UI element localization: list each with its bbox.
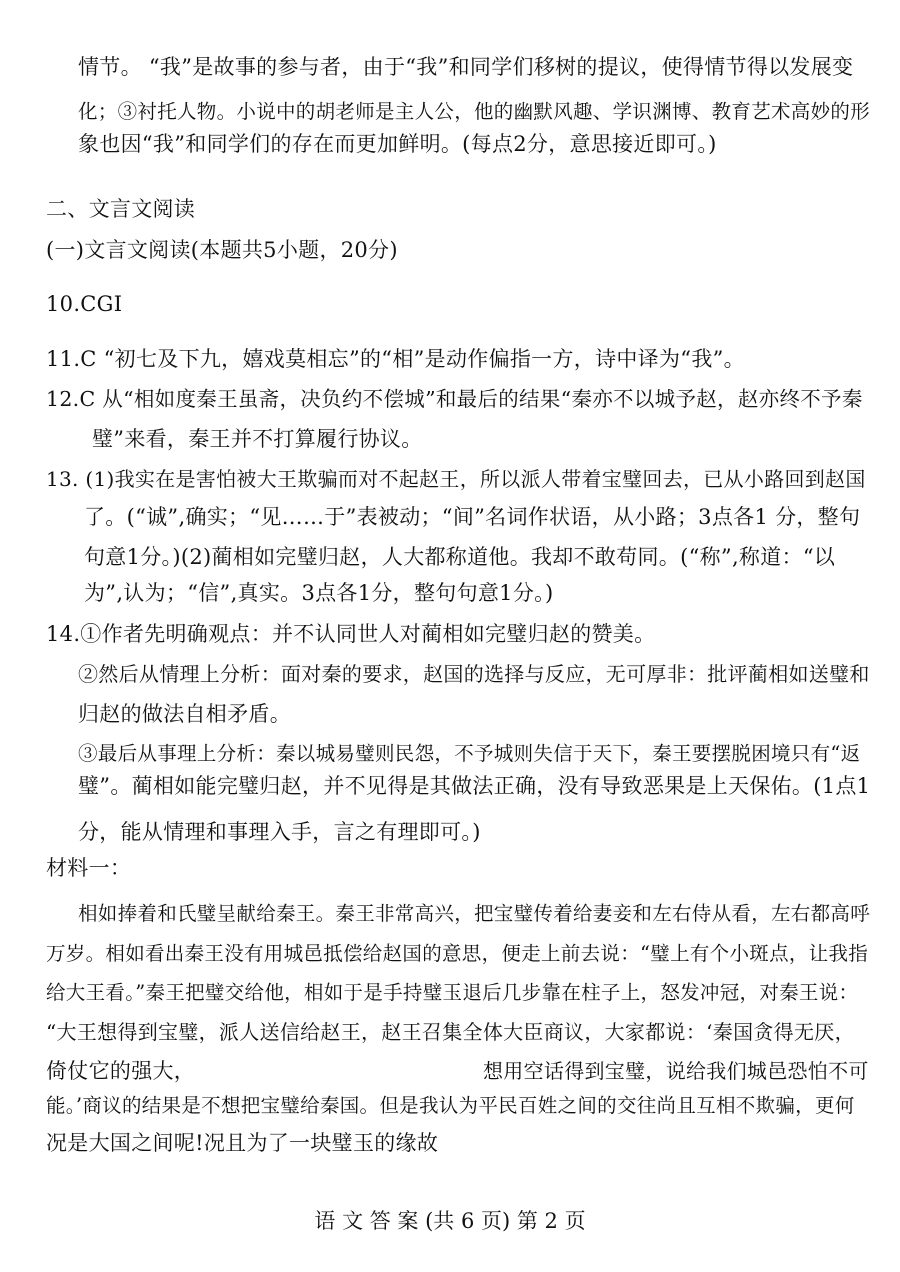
answer-11: 11.C “初七及下九，嬉戏莫相忘”的“相”是动作偏指一方，诗中译为“我”。 — [46, 347, 745, 371]
subsection-heading: (一)文言文阅读(本题共5小题，20分) — [46, 238, 398, 262]
material-line-1: 相如捧着和氏璧呈献给秦王。秦王非常高兴，把宝璧传着给妻妾和左右侍从看，左右都高呼 — [78, 902, 871, 925]
material-line-2: 万岁。相如看出秦王没有用城邑抵偿给赵国的意思，便走上前去说：“璧上有个小斑点，让我指 — [46, 942, 869, 965]
answer-14-point-3: ③最后从事理上分析：秦以城易璧则民怨，不予城则失信于天下，秦王要摆脱困境只有“返 — [78, 742, 861, 765]
material-line-7: 况是大国之间呢!况且为了一块璧玉的缘故 — [46, 1131, 439, 1155]
material-heading: 材料一： — [46, 856, 132, 880]
answer-13-cont-3: 为”,认为；“信”,真实。3点各1分，整句句意1分。) — [84, 581, 554, 605]
answer-13: 13. (1)我实在是害怕被大王欺骗而对不起赵王，所以派人带着宝璧回去，已从小路回到赵国 — [46, 467, 866, 491]
material-line-5b: 想用空话得到宝璧，说给我们城邑恐怕不可 — [483, 1059, 869, 1083]
material-line-3: 给大王看。”秦王把璧交给他，相如于是手持璧玉退后几步靠在柱子上，怒发冲冠，对秦王说： — [46, 981, 859, 1004]
answer-13-cont-1: 了。(“诚”,确实；“见……于”表被动；“间”名词作状语，从小路；3点各1 分，整句 — [84, 505, 861, 529]
answer-14-point-2: ②然后从情理上分析：面对秦的要求，赵国的选择与反应，无可厚非：批评蔺相如送璧和 — [78, 662, 870, 686]
answer-14: 14.①作者先明确观点：并不认同世人对蔺相如完璧归赵的赞美。 — [46, 622, 656, 646]
answer-14-note: 分，能从情理和事理入手，言之有理即可。) — [78, 820, 481, 844]
answer-10: 10.CGI — [46, 292, 123, 316]
material-line-5a: 倚仗它的强大， — [46, 1059, 196, 1083]
answer-12: 12.C 从“相如度秦王虽斋，决负约不偿城”和最后的结果“秦亦不以城予赵，赵亦终不予秦 — [46, 387, 863, 411]
text-line-2: 化；③衬托人物。小说中的胡老师是主人公，他的幽默风趣、学识渊博、教育艺术高妙的形 — [78, 100, 871, 123]
answer-14-point-3-cont: 璧”。蔺相如能完璧归赵，并不见得是其做法正确，没有导致恶果是上天保佑。(1点1 — [78, 774, 871, 798]
material-line-6: 能。’商议的结果是不想把宝璧给秦国。但是我认为平民百姓之间的交往尚且互相不欺骗，更何 — [46, 1094, 855, 1117]
text-line-3: 象也因“我”和同学们的存在而更加鲜明。(每点2分，意思接近即可。) — [78, 132, 717, 156]
text-line-1: 情节。 “我”是故事的参与者，由于“我”和同学们移树的提议，使得情节得以发展变 — [78, 55, 854, 79]
material-line-4: “大王想得到宝璧，派人送信给赵王，赵王召集全体大臣商议，大家都说：‘秦国贪得无厌， — [46, 1020, 855, 1044]
answer-13-cont-2: 句意1分。)(2)蔺相如完璧归赵，人大都称道他。我却不敢苟同。(“称”,称道：“以 — [84, 545, 836, 569]
answer-12-cont: 璧”来看，秦王并不打算履行协议。 — [92, 427, 423, 451]
page-footer: 语 文 答 案 (共 6 页) 第 2 页 — [314, 1209, 586, 1233]
answer-14-point-2-cont: 归赵的做法自相矛盾。 — [78, 702, 291, 726]
section-heading: 二、文言文阅读 — [46, 197, 196, 221]
